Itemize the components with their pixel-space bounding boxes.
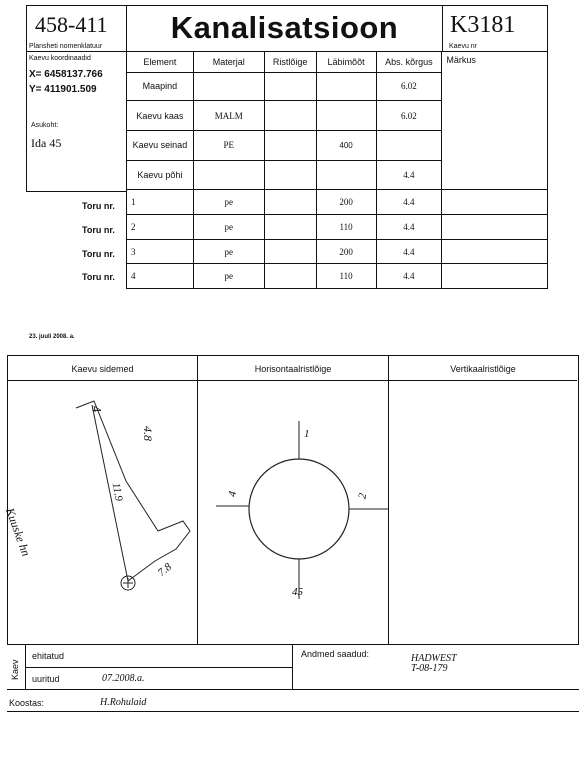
page-title: Kanalisatsioon [170,10,399,45]
material-cell: PE [193,130,264,160]
hand-note: 11.9 [109,481,125,503]
cross-cell [264,215,316,240]
well-info-panel [26,51,127,192]
cross-cell [264,101,316,131]
pipe-nr-cell: 1 [127,190,194,215]
cross-cell [264,72,316,101]
pipe-material-cell: pe [193,190,264,215]
title-box [126,5,443,52]
abs-cell: 6.02 [376,72,442,101]
divider [388,356,389,644]
surveyed-label: uuritud [32,674,60,684]
plan-label: Plansheti nomenklatuur [29,43,103,50]
abs-cell: 4.4 [376,160,442,190]
divider [25,667,292,668]
material-cell [193,160,264,190]
diameter-cell: 400 [316,130,376,160]
well-id-box [442,5,548,52]
compiled-label: Koostas: [9,698,45,708]
cross-cell [264,130,316,160]
remarks-cell [442,190,548,215]
col-title-horizontal: Horisontaalristlõige [254,364,332,374]
data-value: T-08-179 [411,663,448,674]
side-label: Kaev [10,659,20,680]
pipe-abs-cell: 4.4 [376,190,442,215]
well-no-label: Kaevu nr [449,43,478,50]
pipe-abs-cell: 4.4 [376,215,442,240]
divider [7,689,579,690]
cross-cell [264,160,316,190]
hand-note: 4 [226,490,240,498]
remarks-cell [442,215,548,240]
table-row [127,239,548,264]
divider [7,711,579,712]
pipe-label: Toru nr. [82,201,115,211]
horizontal-section [198,381,388,643]
coord-y: Y= 411901.509 [29,84,97,95]
col-header: Abs. kõrgus [376,52,442,73]
hand-note: 4 [88,404,105,414]
pipe-material-cell: pe [193,215,264,240]
hand-note: 1 [304,428,310,440]
pipe-abs-cell: 4.4 [376,239,442,264]
address: Ida 45 [31,136,62,150]
surveyed-value: 07.2008.a. [102,673,145,684]
pipe-diameter-cell: 200 [316,190,376,215]
col-header-remarks: Märkus [442,52,548,190]
pipe-material-cell: pe [193,264,264,289]
hand-note: 7.8 [155,560,174,580]
built-label: ehitatud [32,651,65,661]
col-header: Läbimõõt [316,52,376,73]
remarks-cell [442,264,548,289]
connections-sketch [8,381,197,643]
material-cell: MALM [193,101,264,131]
plan-id: 458-411 [35,12,108,37]
cross-cell [264,239,316,264]
diameter-cell [316,160,376,190]
pipe-label: Toru nr. [82,225,115,235]
hand-note: Kuuske hn [2,506,34,559]
diameter-cell [316,101,376,131]
col-header: Ristlõige [264,52,316,73]
table-row [127,215,548,240]
data-label: Andmed saadud: [301,649,370,659]
col-header: Materjal [193,52,264,73]
pipe-nr-cell: 3 [127,239,194,264]
hand-note: 4.8 [141,426,155,441]
hand-note: 45 [292,586,303,598]
sketch-frame [2,355,579,645]
coords-label: Kaevu koordinaadid [29,55,91,62]
pipe-diameter-cell: 200 [316,239,376,264]
pipe-material-cell: pe [193,239,264,264]
table-header-row [127,52,548,73]
pipe-label: Toru nr. [82,272,115,282]
sketch-line [76,401,190,581]
col-title-connections: Kaevu sidemed [71,364,134,374]
data-value: HADWEST [411,653,457,664]
element-cell: Maapind [127,72,194,101]
well-circle [249,459,349,559]
pipe-diameter-cell: 110 [316,215,376,240]
plan-id-box [26,5,127,52]
remarks-cell [442,239,548,264]
date-line: 23. juuli 2008. a. [29,334,75,340]
address-label: Asukoht: [31,122,59,129]
element-cell: Kaevu põhi [127,160,194,190]
well-id: K3181 [450,12,516,38]
well-table [126,51,548,289]
col-header: Element [127,52,194,73]
material-cell [193,72,264,101]
pipe-nr-cell: 4 [127,264,194,289]
cross-cell [264,190,316,215]
divider [292,644,293,690]
compiled-value: H.Rohulaid [100,697,147,708]
pipe-label: Toru nr. [82,249,115,259]
abs-cell: 6.02 [376,101,442,131]
pipe-abs-cell: 4.4 [376,264,442,289]
pipe-diameter-cell: 110 [316,264,376,289]
divider [7,644,579,645]
table-row [127,264,548,289]
bottom-block [7,644,579,690]
abs-cell [376,130,442,160]
col-title-vertical: Vertikaalristlõige [450,364,516,374]
element-cell: Kaevu kaas [127,101,194,131]
hand-note: 2 [356,492,370,500]
diameter-cell [316,72,376,101]
pipe-nr-cell: 2 [127,215,194,240]
table-row [127,190,548,215]
element-cell: Kaevu seinad [127,130,194,160]
cross-cell [264,264,316,289]
coord-x: X= 6458137.766 [29,69,103,80]
